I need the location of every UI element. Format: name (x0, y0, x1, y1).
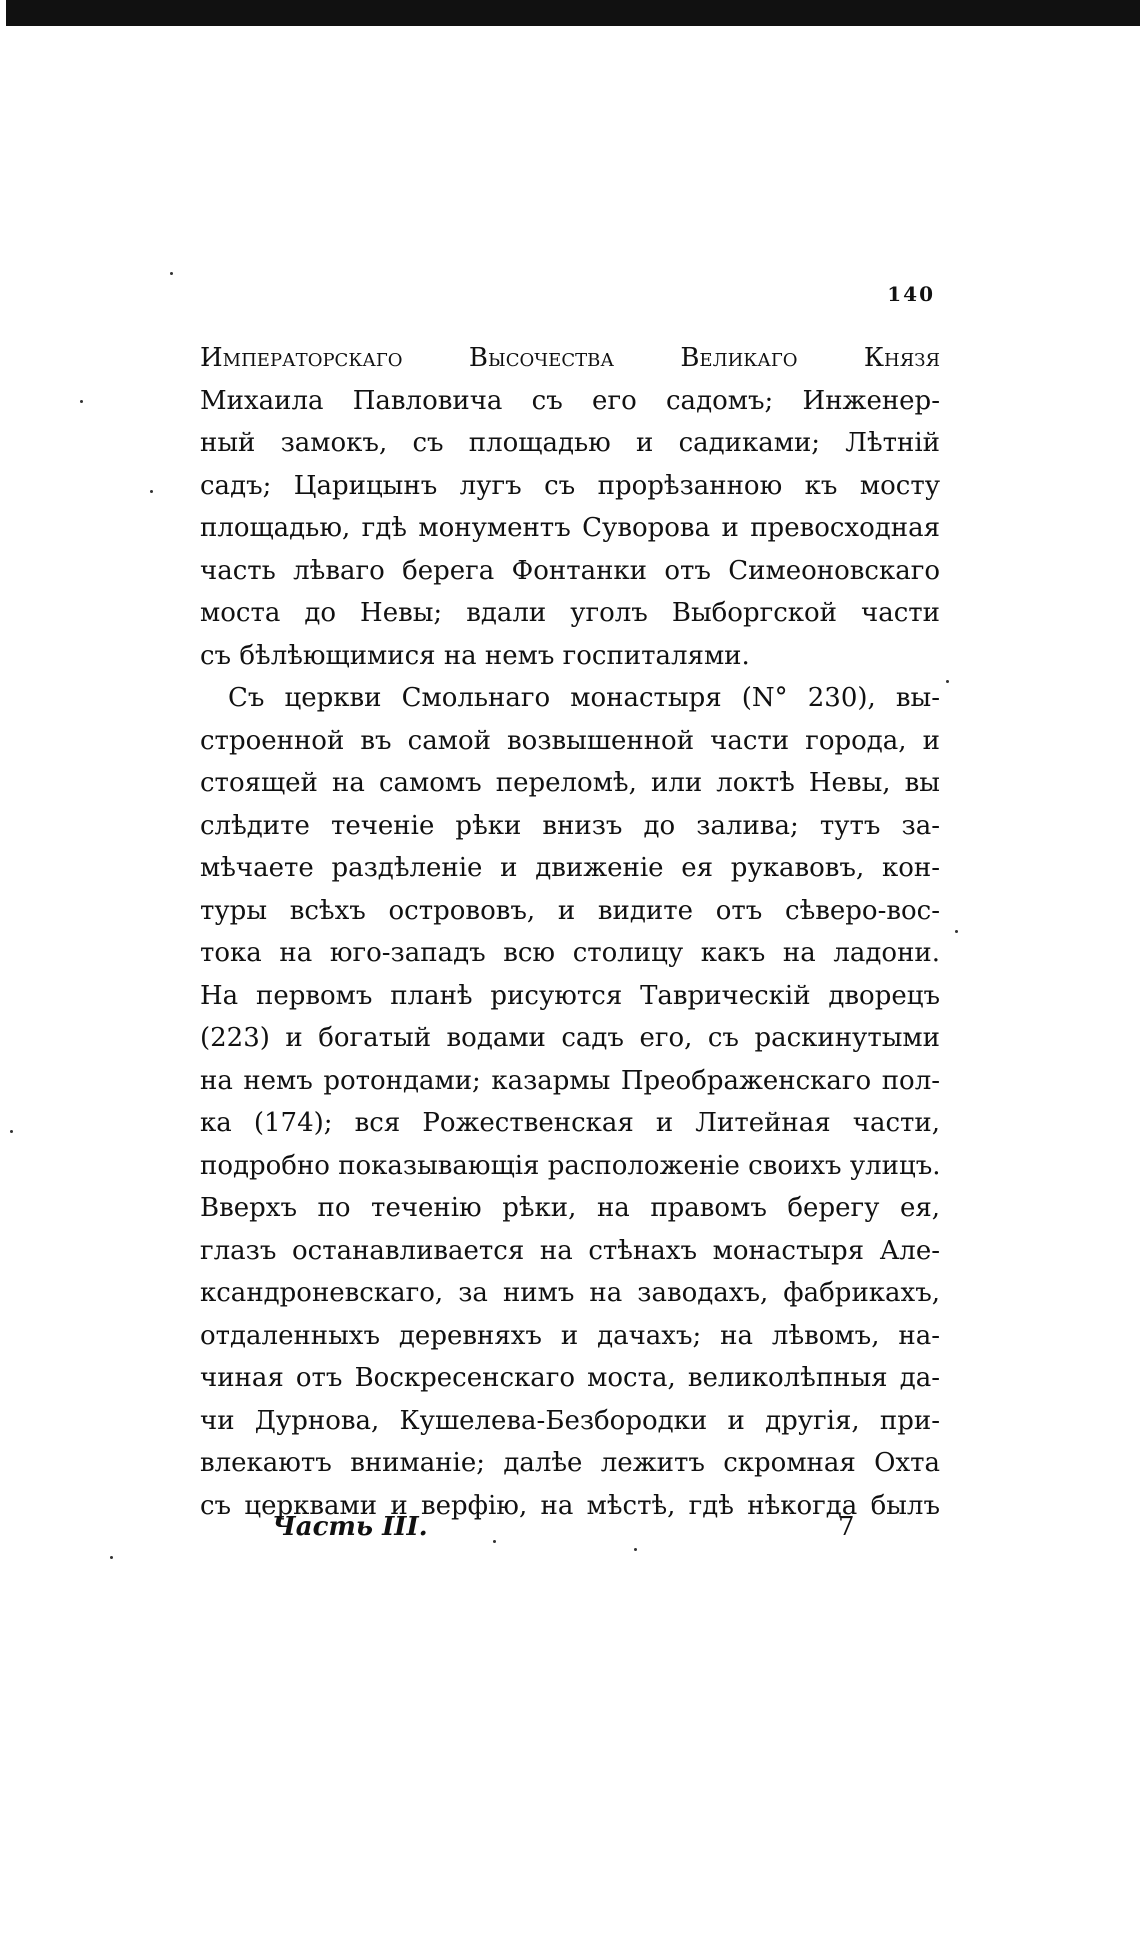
text-line: туры всѣхъ острововъ, и видите отъ сѣверо-вос- (200, 895, 940, 926)
text-line: тока на юго-западъ всю столицу какъ на ладони. (200, 938, 940, 968)
text-line: Императорскаго Высочества Великаго Князя (200, 343, 940, 373)
scan-speck (634, 1548, 637, 1551)
text-line: ксандроневскаго, за нимъ на заводахъ, фабрикахъ, (200, 1278, 940, 1308)
text-line: подробно показывающія расположеніе своихъ улицъ. (200, 1150, 941, 1181)
text-line: часть лѣваго берега Фонтанки отъ Симеоновскаго (200, 555, 940, 586)
footer-signature-mark: 7 (838, 1512, 855, 1542)
text-line: чиная отъ Воскресенскаго моста, великолѣпныя да- (200, 1363, 940, 1393)
text-line: моста до Невы; вдали уголъ Выборгской части (200, 598, 940, 628)
text-line: съ церквами и верфію, на мѣстѣ, гдѣ нѣкогда былъ (200, 1490, 940, 1521)
text-line: глазъ останавливается на стѣнахъ монастыря Але- (200, 1235, 940, 1266)
text-line: на немъ ротондами; казармы Преображенскаго пол- (200, 1065, 940, 1096)
page-number: 140 (887, 282, 935, 306)
text-line: строенной въ самой возвышенной части города, и (200, 725, 940, 756)
scan-speck (10, 1130, 13, 1133)
text-line: слѣдите теченіе рѣки внизъ до залива; тутъ за- (200, 810, 940, 841)
text-line: На первомъ планѣ рисуются Таврическій дворецъ (200, 980, 940, 1011)
text-line: Съ церкви Смольнаго монастыря (N° 230), вы- (228, 683, 940, 713)
scan-speck (150, 490, 153, 493)
text-line: отдаленныхъ деревняхъ и дачахъ; на лѣвомъ, на- (200, 1320, 940, 1351)
text-line: Вверхъ по теченію рѣки, на правомъ берегу ея, (200, 1193, 940, 1223)
text-line: мѣчаете раздѣленіе и движеніе ея рукавовъ, кон- (200, 853, 940, 883)
text-line: ный замокъ, съ площадью и садиками; Лѣтній (200, 428, 940, 458)
scan-speck (946, 680, 949, 683)
text-line: площадью, гдѣ монументъ Суворова и превосходная (200, 513, 940, 543)
text-line: (223) и богатый водами садъ его, съ раскинутыми (200, 1023, 940, 1053)
scan-speck (80, 400, 83, 403)
scan-speck (110, 1556, 113, 1559)
body-text (200, 337, 940, 1527)
footer-part-label: Часть III. (272, 1512, 428, 1542)
scan-speck (493, 1540, 496, 1543)
scan-speck (170, 272, 173, 275)
text-line: Михаила Павловича съ его садомъ; Инженер- (200, 385, 940, 416)
text-line: влекаютъ вниманіе; далѣе лежитъ скромная Охта (200, 1448, 940, 1478)
text-line: стоящей на самомъ переломѣ, или локтѣ Невы, вы (200, 768, 940, 798)
text-line: чи Дурнова, Кушелева-Безбородки и другія, при- (200, 1405, 940, 1436)
text-line: ка (174); вся Рожественская и Литейная части, (200, 1108, 940, 1138)
text-line: съ бѣлѣющимися на немъ госпиталями. (200, 640, 750, 671)
text-line: садъ; Царицынъ лугъ съ прорѣзанною къ мосту (200, 470, 940, 501)
scan-speck (955, 930, 958, 933)
page-top-border (6, 0, 1140, 26)
